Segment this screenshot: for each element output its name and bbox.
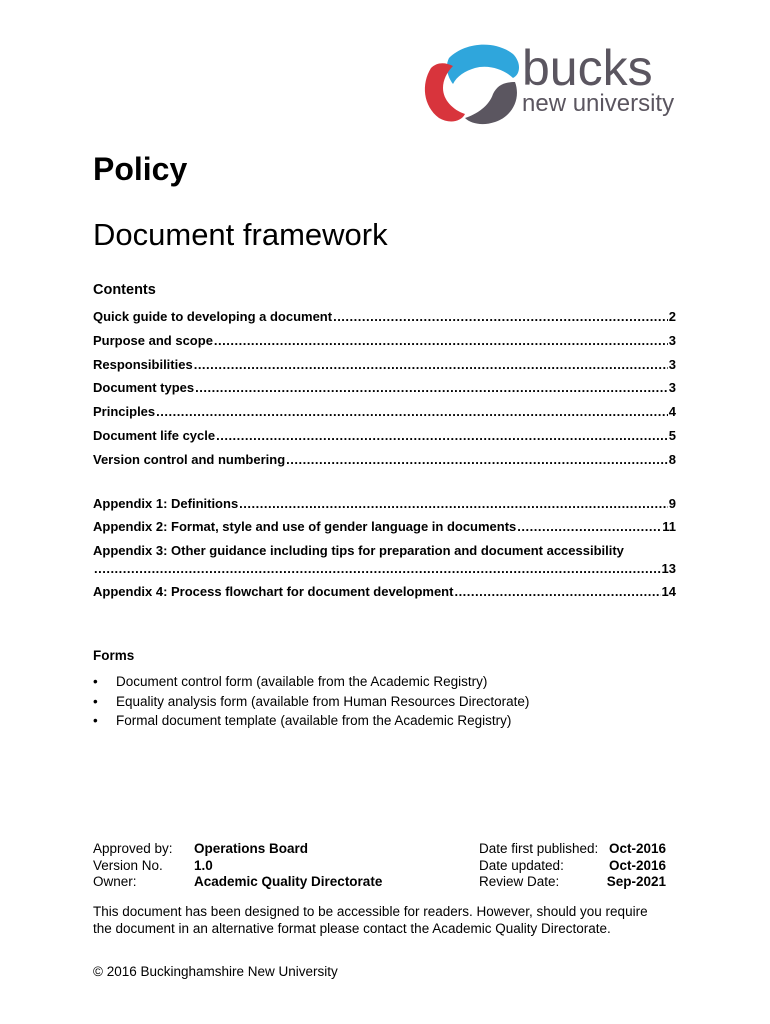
first-published-value: Oct-2016 (608, 841, 666, 856)
toc-entry[interactable] (93, 332, 676, 356)
form-item-text: Formal document template (available from the Academic Registry) (116, 713, 512, 728)
toc-entry-page: 14 (661, 584, 676, 600)
toc-leader (194, 356, 668, 374)
toc-entry-page: 3 (668, 356, 676, 372)
meta-values-left (194, 841, 382, 891)
review-date-label: Review Date: (479, 874, 560, 889)
toc-leader (195, 379, 668, 397)
toc-entry[interactable] (93, 451, 676, 475)
date-updated-value: Oct-2016 (608, 857, 666, 873)
toc-leader (517, 518, 661, 536)
document-title: Policy (93, 151, 188, 187)
toc-entry-page: 13 (661, 561, 676, 577)
bullet-icon: • (93, 713, 98, 728)
list-item (93, 692, 529, 712)
review-date-value: Sep-2021 (606, 874, 666, 889)
toc-entry-label: Document life cycle (93, 427, 216, 443)
toc-appendix-entry[interactable] (93, 495, 676, 519)
meta-values-right (560, 841, 666, 891)
toc-entry-label: Principles (93, 404, 156, 420)
accessibility-note: This document has been designed to be accessible for readers. However, should you require the document in an alternative format please contact the Academic Quality Directorate. (93, 904, 648, 936)
toc-entry-label: Responsibilities (93, 356, 193, 372)
toc-entry[interactable] (93, 427, 676, 451)
logo-brand: bucks (522, 40, 653, 96)
toc-entry[interactable] (93, 379, 676, 403)
logo-wordmark (522, 40, 674, 116)
bullet-icon: • (93, 674, 98, 689)
toc-entry-page: 11 (662, 519, 676, 535)
forms-list (93, 672, 529, 731)
version-label: Version No. (93, 857, 163, 873)
owner-label: Owner: (93, 874, 137, 889)
toc-entry-label: Appendix 3: Other guidance including tips for preparation and document accessibility (93, 543, 624, 559)
toc-entry-page: 9 (668, 495, 676, 511)
toc-entry-page: 3 (668, 380, 676, 396)
toc-entry[interactable] (93, 356, 676, 380)
toc-entry-label: Purpose and scope (93, 332, 213, 348)
toc-entry-label: Appendix 4: Process flowchart for document development (93, 584, 454, 600)
toc-entry-page: 5 (668, 427, 676, 443)
toc-entry-label: Appendix 1: Definitions (93, 495, 239, 511)
toc-entry-label: Quick guide to developing a document (93, 309, 333, 324)
toc-leader (454, 583, 660, 601)
toc-entry[interactable] (93, 403, 676, 427)
toc-entry-page: 4 (668, 404, 676, 420)
toc-entry[interactable] (93, 308, 676, 332)
logo-blue-swoosh (447, 45, 519, 84)
toc-leader (286, 451, 668, 469)
bullet-icon: • (93, 693, 98, 709)
date-updated-label: Date updated: (479, 857, 564, 873)
toc-appendix-entry[interactable] (93, 583, 676, 607)
toc-entry-page: 8 (668, 451, 676, 467)
logo-gray-swoosh (465, 82, 517, 124)
toc-entry-page: 3 (668, 332, 676, 348)
toc-appendix-entry[interactable] (93, 542, 676, 583)
copyright-notice: © 2016 Buckinghamshire New University (93, 964, 338, 979)
toc-entry-label: Document types (93, 380, 195, 396)
toc-spacer (93, 475, 676, 495)
table-of-contents (93, 308, 676, 607)
logo-subtitle: new university (522, 90, 675, 117)
first-published-label: Date first published: (479, 841, 599, 856)
meta-labels-left (93, 841, 173, 891)
toc-leader (216, 427, 668, 445)
toc-entry-page: 2 (668, 309, 676, 324)
owner-value: Academic Quality Directorate (194, 874, 383, 889)
toc-leader (94, 560, 661, 578)
approved-by-label: Approved by: (93, 841, 173, 856)
toc-leader (333, 308, 668, 326)
list-item (93, 711, 529, 731)
forms-heading: Forms (93, 648, 135, 663)
toc-leader (156, 403, 668, 421)
toc-appendix-entry[interactable] (93, 518, 676, 542)
version-value: 1.0 (194, 857, 213, 873)
toc-entry-label: Appendix 2: Format, style and use of gender language in documents (93, 519, 517, 535)
document-subtitle: Document framework (93, 217, 388, 252)
toc-leader (239, 495, 668, 513)
form-item-text: Equality analysis form (available from Human Resources Directorate) (116, 693, 530, 709)
toc-leader (214, 332, 668, 350)
contents-heading: Contents (93, 282, 156, 298)
form-item-text: Document control form (available from the Academic Registry) (116, 674, 488, 689)
toc-entry-label: Version control and numbering (93, 451, 286, 467)
approved-by-value: Operations Board (194, 841, 309, 856)
list-item (93, 672, 529, 692)
